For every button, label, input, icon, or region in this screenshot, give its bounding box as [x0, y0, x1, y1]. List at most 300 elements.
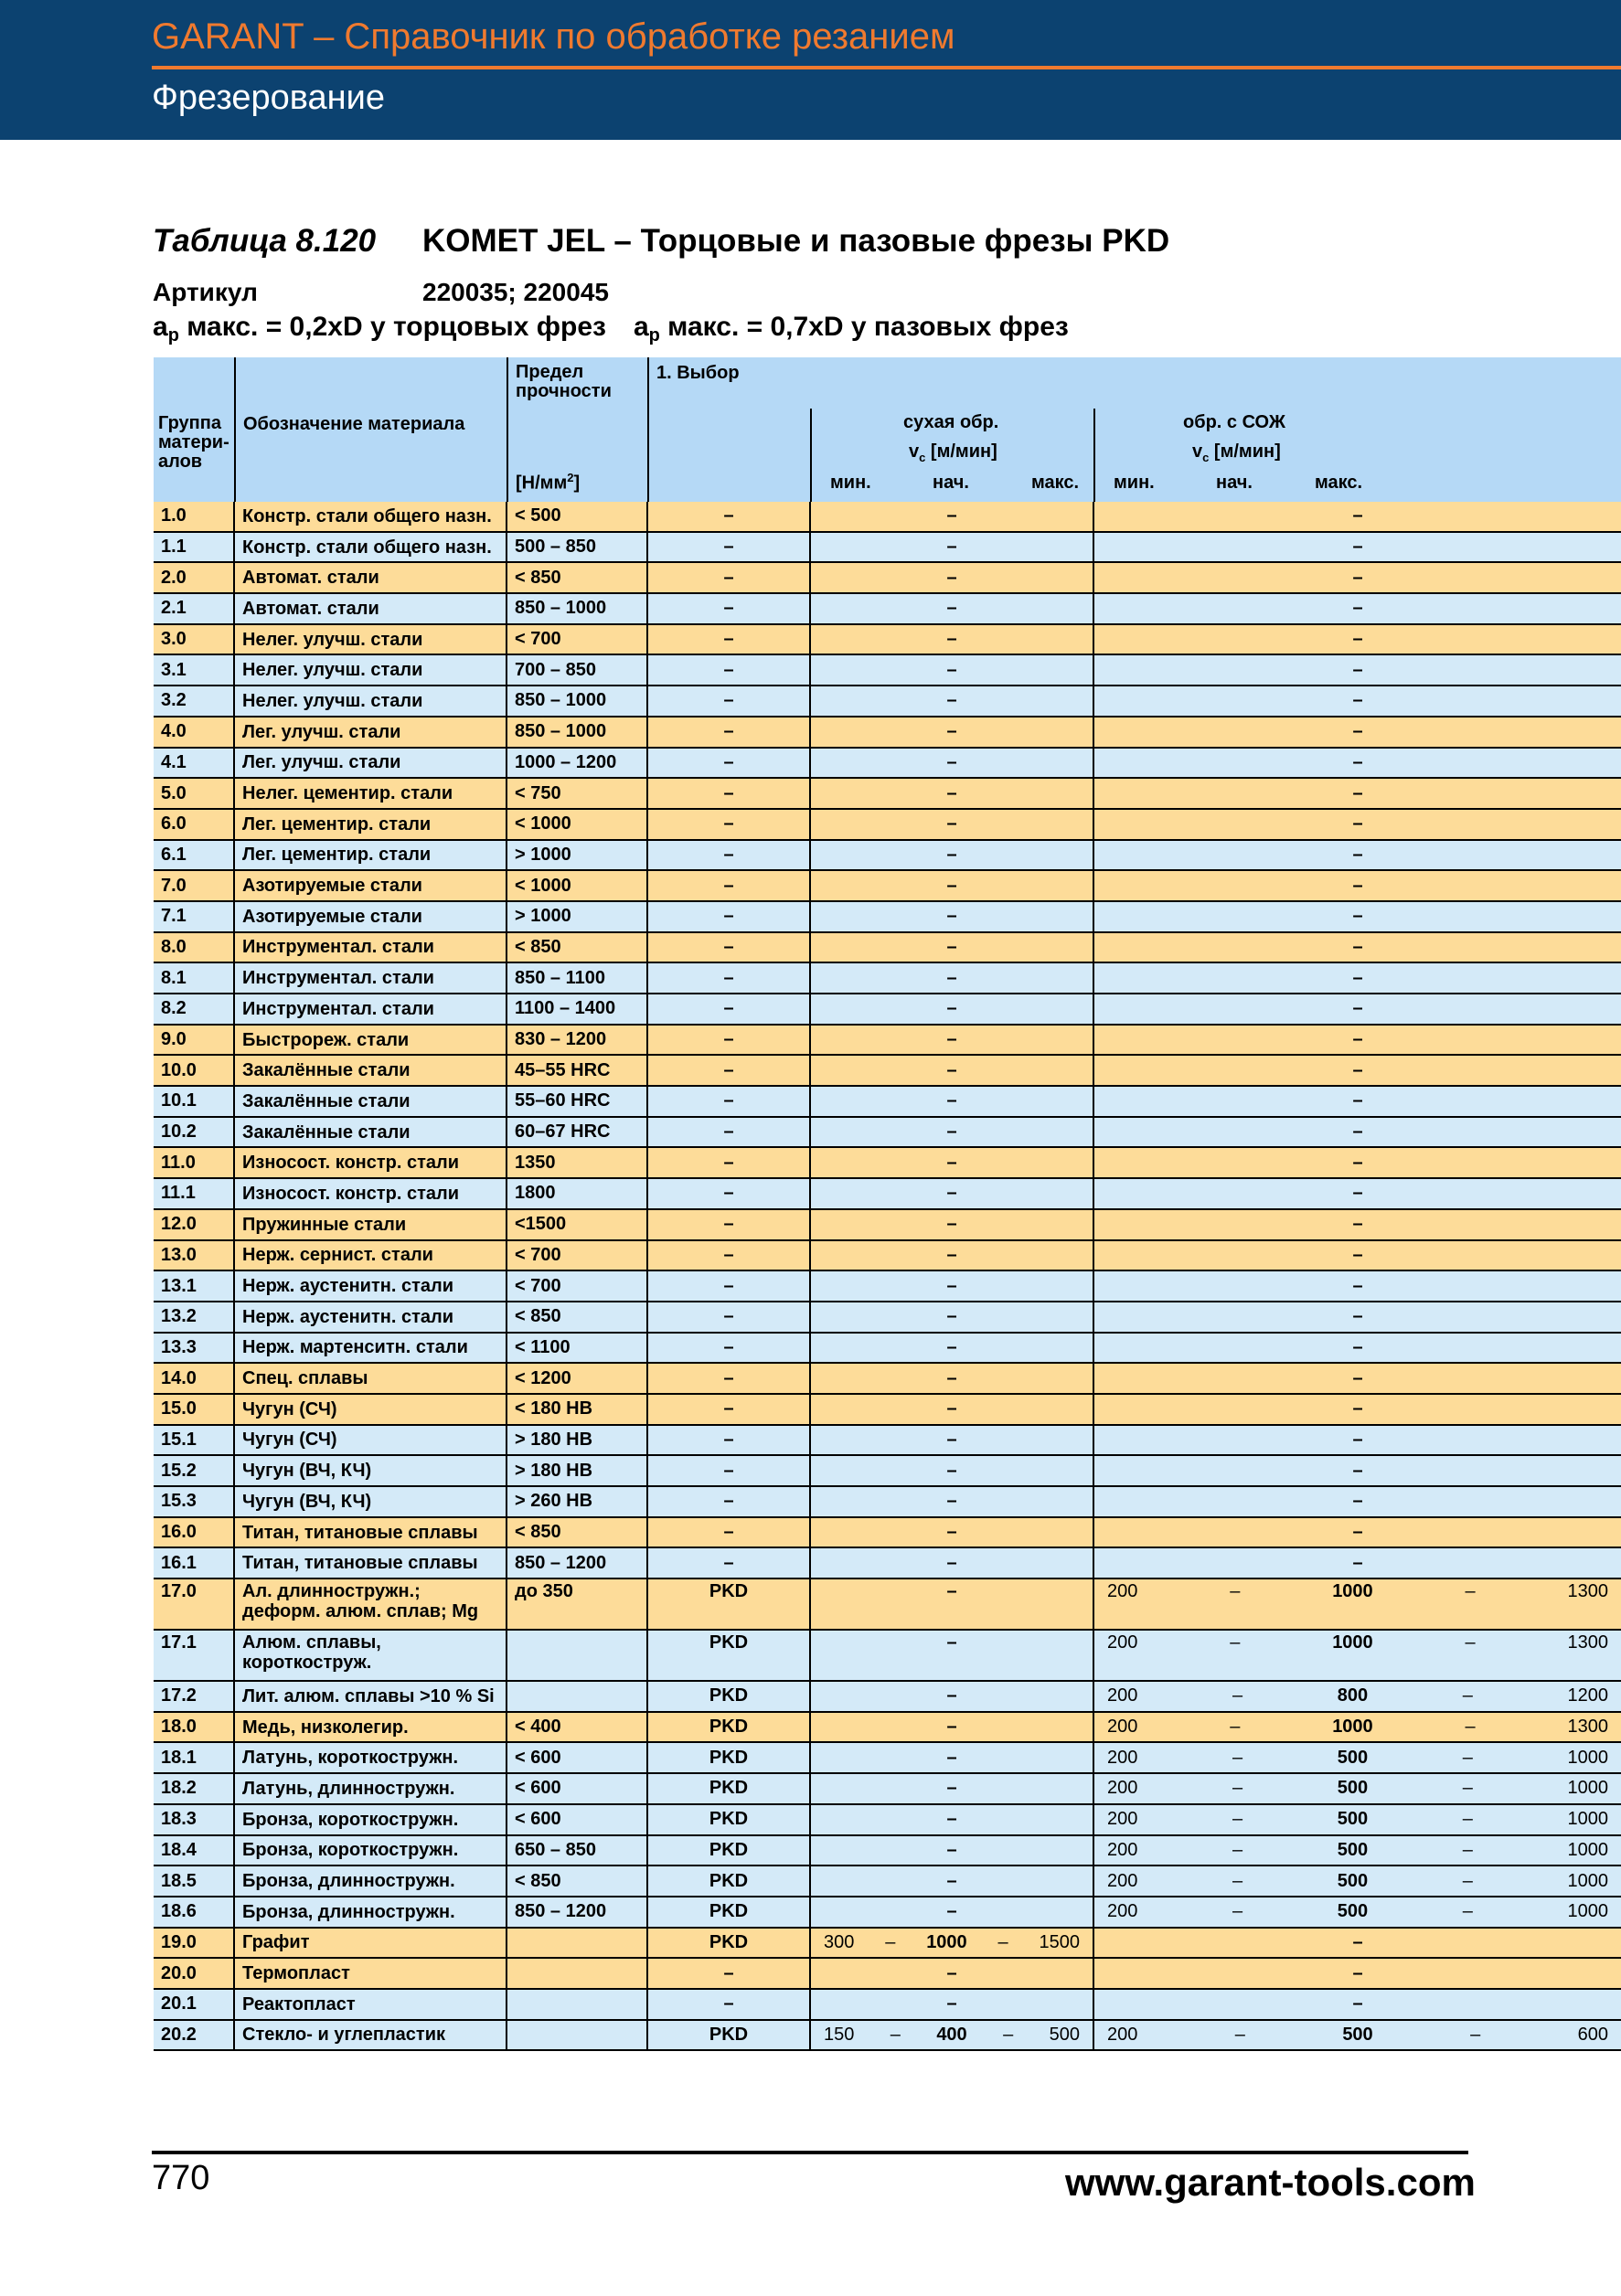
coolant-speed — [1093, 778, 1621, 809]
no-data-dash: – — [1352, 1306, 1363, 1327]
ap-symbol: a — [633, 312, 649, 342]
table-row — [154, 1835, 1621, 1866]
table-row — [154, 1804, 1621, 1835]
no-data-dash: – — [946, 629, 957, 650]
material-name — [234, 1117, 507, 1148]
tool-choice: – — [647, 932, 810, 963]
tool-choice: – — [647, 1486, 810, 1517]
tool-choice: – — [647, 1363, 810, 1394]
no-data-dash: – — [1352, 1059, 1363, 1080]
material-name — [234, 1209, 507, 1240]
material-name — [234, 654, 507, 686]
range-dash: – — [1230, 1632, 1241, 1653]
tool-choice: PKD — [647, 1928, 810, 1959]
table-row — [154, 1486, 1621, 1517]
material-name — [234, 1835, 507, 1866]
dry-speed — [810, 1958, 1093, 1989]
no-data-dash: – — [946, 1460, 957, 1481]
table-row — [154, 1897, 1621, 1928]
tensile-strength: > 260 HB — [507, 1486, 647, 1517]
speed-nom: 1000 — [1332, 1581, 1373, 1602]
range-dash: – — [890, 2024, 901, 2045]
table-row — [154, 1928, 1621, 1959]
coolant-speed — [1093, 1804, 1621, 1835]
range-dash: – — [1232, 1778, 1243, 1799]
tool-choice: – — [647, 717, 810, 748]
tool-choice: – — [647, 1547, 810, 1578]
tensile-strength: < 1100 — [507, 1333, 647, 1364]
range-dash: – — [1462, 1809, 1473, 1830]
article-label: Артикул — [153, 278, 258, 306]
material-group: 6.1 — [154, 840, 234, 871]
tensile-strength — [507, 2020, 647, 2051]
header-strength: Предел прочности — [516, 362, 612, 401]
material-name-line: Автомат. стали — [242, 568, 379, 589]
tool-choice: – — [647, 654, 810, 686]
coolant-speed — [1093, 1333, 1621, 1364]
material-group: 13.3 — [154, 1333, 234, 1364]
coolant-speed — [1093, 1425, 1621, 1456]
speed-max: 1300 — [1567, 1632, 1608, 1653]
table-row — [154, 1866, 1621, 1897]
coolant-speed — [1093, 1055, 1621, 1086]
dry-speed — [810, 1270, 1093, 1302]
coolant-speed — [1093, 1958, 1621, 1989]
tool-choice: – — [647, 1270, 810, 1302]
material-name-line: Инструментал. стали — [242, 937, 434, 958]
table-row — [154, 654, 1621, 686]
material-name — [234, 1928, 507, 1959]
material-name-line: Чугун (СЧ) — [242, 1430, 337, 1451]
tool-choice: – — [647, 1394, 810, 1425]
no-data-dash: – — [946, 1429, 957, 1450]
speed-range — [1094, 1685, 1621, 1706]
no-data-dash: – — [946, 1491, 957, 1512]
dry-speed — [810, 778, 1093, 809]
no-data-dash: – — [1352, 567, 1363, 588]
header-banner — [0, 0, 1621, 140]
dry-speed — [810, 1333, 1093, 1364]
table-row — [154, 593, 1621, 624]
dry-speed — [810, 562, 1093, 593]
speed-max: 1300 — [1567, 1581, 1608, 1602]
material-name-line: Чугун (СЧ) — [242, 1398, 337, 1419]
material-name-line: Бронза, длинностружн. — [242, 1901, 455, 1922]
coolant-speed — [1093, 1363, 1621, 1394]
range-dash: – — [1003, 2024, 1014, 2045]
material-group: 11.0 — [154, 1147, 234, 1178]
material-name — [234, 1630, 507, 1681]
no-data-dash: – — [946, 567, 957, 588]
no-data-dash: – — [1352, 844, 1363, 865]
material-group: 8.2 — [154, 994, 234, 1025]
coolant-speed — [1093, 994, 1621, 1025]
tool-choice: – — [647, 1147, 810, 1178]
no-data-dash: – — [1352, 875, 1363, 896]
table-row — [154, 1363, 1621, 1394]
material-group: 13.1 — [154, 1270, 234, 1302]
material-name — [234, 1989, 507, 2020]
no-data-dash: – — [1352, 1275, 1363, 1296]
table-row — [154, 1517, 1621, 1548]
tool-choice: PKD — [647, 1773, 810, 1804]
tensile-strength: < 700 — [507, 1270, 647, 1302]
no-data-dash: – — [946, 1275, 957, 1296]
ap-face-mill: макс. = 0,2xD у торцовых фрез — [178, 312, 606, 342]
material-name-line: Латунь, короткостружн. — [242, 1748, 459, 1769]
material-group: 11.1 — [154, 1178, 234, 1209]
table-row — [154, 1773, 1621, 1804]
no-data-dash: – — [1352, 1931, 1363, 1952]
header-divider — [152, 66, 1621, 69]
range-dash: – — [1232, 1839, 1243, 1860]
material-group: 7.1 — [154, 901, 234, 932]
material-name-line: Лег. цементир. стали — [242, 845, 432, 866]
material-name — [234, 1363, 507, 1394]
coolant-speed — [1093, 1897, 1621, 1928]
dry-speed — [810, 1835, 1093, 1866]
material-group: 4.0 — [154, 717, 234, 748]
range-dash: – — [1230, 1717, 1241, 1738]
coolant-speed — [1093, 624, 1621, 655]
tensile-strength: 850 – 1200 — [507, 1547, 647, 1578]
material-name — [234, 1147, 507, 1178]
no-data-dash: – — [946, 1581, 957, 1602]
table-row — [154, 962, 1621, 994]
coolant-speed — [1093, 1989, 1621, 2020]
tensile-strength: > 1000 — [507, 840, 647, 871]
material-group: 17.0 — [154, 1578, 234, 1630]
tool-choice: – — [647, 1055, 810, 1086]
material-name-line: Нерж. аустенитн. стали — [242, 1276, 454, 1297]
speed-min: 200 — [1107, 1870, 1138, 1891]
coolant-speed — [1093, 1486, 1621, 1517]
table-row — [154, 778, 1621, 809]
material-group: 2.1 — [154, 593, 234, 624]
material-group: 15.3 — [154, 1486, 234, 1517]
material-group: 18.3 — [154, 1804, 234, 1835]
no-data-dash: – — [946, 1059, 957, 1080]
dry-speed — [810, 593, 1093, 624]
material-name — [234, 1425, 507, 1456]
material-name — [234, 624, 507, 655]
no-data-dash: – — [1352, 1367, 1363, 1388]
speed-min: 150 — [824, 2024, 855, 2045]
material-name — [234, 2020, 507, 2051]
no-data-dash: – — [946, 1398, 957, 1419]
no-data-dash: – — [946, 1717, 957, 1738]
no-data-dash: – — [1352, 1460, 1363, 1481]
coolant-speed — [1093, 1178, 1621, 1209]
no-data-dash: – — [946, 1244, 957, 1265]
speed-max: 1000 — [1567, 1839, 1608, 1860]
no-data-dash: – — [1352, 813, 1363, 834]
material-name — [234, 778, 507, 809]
table-row — [154, 1333, 1621, 1364]
tool-choice: – — [647, 1117, 810, 1148]
range-dash: – — [1465, 1717, 1476, 1738]
material-name — [234, 870, 507, 901]
coolant-speed — [1093, 1240, 1621, 1271]
material-name — [234, 1547, 507, 1578]
range-dash: – — [1232, 1901, 1243, 1922]
material-name — [234, 748, 507, 779]
coolant-speed — [1093, 1086, 1621, 1117]
header-dry-min: мин. — [830, 473, 871, 493]
speed-nom: 800 — [1337, 1685, 1369, 1706]
material-name — [234, 1240, 507, 1271]
dry-speed — [810, 994, 1093, 1025]
no-data-dash: – — [1352, 1552, 1363, 1573]
table-row — [154, 1425, 1621, 1456]
material-name-line: Алюм. сплавы, — [242, 1632, 381, 1653]
material-name-line: Бронза, короткостружн. — [242, 1840, 459, 1861]
material-name-line: деформ. алюм. сплав; Mg — [242, 1601, 479, 1622]
material-group: 20.1 — [154, 1989, 234, 2020]
no-data-dash: – — [946, 1778, 957, 1799]
material-name-line: Нерж. аустенитн. стали — [242, 1306, 454, 1327]
material-group: 8.0 — [154, 932, 234, 963]
range-dash: – — [1462, 1747, 1473, 1768]
no-data-dash: – — [1352, 1152, 1363, 1173]
book-title: GARANT – Справочник по обработке резанием — [152, 16, 955, 57]
tensile-strength: 850 – 1200 — [507, 1897, 647, 1928]
range-dash: – — [1234, 2024, 1245, 2045]
material-name-line: Пружинные стали — [242, 1214, 407, 1235]
range-dash: – — [1232, 1809, 1243, 1830]
tensile-strength — [507, 1928, 647, 1959]
no-data-dash: – — [946, 1121, 957, 1143]
table-row — [154, 840, 1621, 871]
coolant-speed — [1093, 809, 1621, 840]
tool-choice: – — [647, 840, 810, 871]
dry-speed — [810, 901, 1093, 932]
tool-choice: – — [647, 1517, 810, 1548]
tool-choice: – — [647, 809, 810, 840]
tool-choice: – — [647, 901, 810, 932]
dry-speed — [810, 809, 1093, 840]
tensile-strength — [507, 1958, 647, 1989]
dry-speed — [810, 2020, 1093, 2051]
speed-range — [1094, 1581, 1621, 1602]
ap-slot-mill: макс. = 0,7xD у пазовых фрез — [659, 312, 1069, 342]
no-data-dash: – — [1352, 1429, 1363, 1450]
coolant-speed — [1093, 1394, 1621, 1425]
coolant-speed — [1093, 2020, 1621, 2051]
tool-choice: – — [647, 624, 810, 655]
no-data-dash: – — [946, 998, 957, 1019]
table-row — [154, 502, 1621, 532]
range-dash: – — [1230, 1581, 1241, 1602]
no-data-dash: – — [946, 967, 957, 988]
material-name — [234, 562, 507, 593]
tool-choice: PKD — [647, 1866, 810, 1897]
material-name-line: Нелег. улучш. стали — [242, 690, 423, 711]
speed-nom: 1000 — [926, 1931, 967, 1952]
no-data-dash: – — [946, 1029, 957, 1050]
no-data-dash: – — [1352, 598, 1363, 619]
tool-choice: PKD — [647, 1712, 810, 1743]
no-data-dash: – — [946, 1870, 957, 1891]
tool-choice: – — [647, 1455, 810, 1486]
tool-choice: – — [647, 1958, 810, 1989]
range-dash: – — [1232, 1747, 1243, 1768]
speed-min: 200 — [1107, 1581, 1138, 1602]
no-data-dash: – — [1352, 906, 1363, 927]
tool-choice: – — [647, 593, 810, 624]
coolant-speed — [1093, 654, 1621, 686]
no-data-dash: – — [946, 936, 957, 957]
material-name — [234, 809, 507, 840]
speed-max: 1000 — [1567, 1809, 1608, 1830]
speed-range — [1094, 1632, 1621, 1653]
speed-min: 200 — [1107, 1685, 1138, 1706]
material-name — [234, 1394, 507, 1425]
material-name-line: Медь, низколегир. — [242, 1717, 409, 1738]
tool-choice: – — [647, 1240, 810, 1271]
material-name-line: Нелег. улучш. стали — [242, 660, 423, 681]
tensile-strength — [507, 1630, 647, 1681]
table-row — [154, 1117, 1621, 1148]
tool-choice: PKD — [647, 1742, 810, 1773]
footer-rule — [152, 2151, 1468, 2154]
speed-max: 1000 — [1567, 1870, 1608, 1891]
no-data-dash: – — [946, 690, 957, 711]
dry-speed — [810, 1394, 1093, 1425]
material-group: 18.5 — [154, 1866, 234, 1897]
material-group: 6.0 — [154, 809, 234, 840]
material-name-line: Ал. длинностружн.; — [242, 1581, 421, 1602]
dry-speed — [810, 1486, 1093, 1517]
tool-choice: – — [647, 502, 810, 532]
table-row — [154, 1025, 1621, 1056]
dry-speed — [810, 1147, 1093, 1178]
no-data-dash: – — [1352, 1029, 1363, 1050]
no-data-dash: – — [1352, 1214, 1363, 1235]
material-name — [234, 1958, 507, 1989]
material-name-line: Закалённые стали — [242, 1090, 411, 1111]
tool-choice: – — [647, 1086, 810, 1117]
coolant-speed — [1093, 532, 1621, 563]
coolant-speed — [1093, 840, 1621, 871]
material-group: 14.0 — [154, 1363, 234, 1394]
material-group: 3.2 — [154, 686, 234, 717]
range-dash: – — [1232, 1870, 1243, 1891]
header-group: Группа матери- алов — [158, 413, 229, 472]
speed-min: 200 — [1107, 1839, 1138, 1860]
no-data-dash: – — [1352, 751, 1363, 772]
dry-speed — [810, 502, 1093, 532]
dry-speed — [810, 717, 1093, 748]
coolant-speed — [1093, 901, 1621, 932]
tensile-strength: до 350 — [507, 1578, 647, 1630]
page-number: 770 — [152, 2159, 210, 2197]
no-data-dash: – — [1352, 1522, 1363, 1543]
coolant-speed — [1093, 1209, 1621, 1240]
material-group: 3.0 — [154, 624, 234, 655]
material-name-line: Латунь, длинностружн. — [242, 1778, 455, 1799]
material-name — [234, 962, 507, 994]
speed-range — [1094, 1901, 1621, 1922]
cutting-data-table — [154, 502, 1621, 2051]
material-name-line: Констр. стали общего назн. — [242, 505, 492, 526]
tool-choice: PKD — [647, 1578, 810, 1630]
tensile-strength — [507, 1989, 647, 2020]
tensile-strength: < 1000 — [507, 809, 647, 840]
dry-speed — [810, 1363, 1093, 1394]
table-row — [154, 1630, 1621, 1681]
tensile-strength: < 600 — [507, 1804, 647, 1835]
tool-choice: – — [647, 962, 810, 994]
material-name-line: Чугун (ВЧ, КЧ) — [242, 1461, 372, 1482]
ap-line — [153, 312, 1069, 346]
material-group: 7.0 — [154, 870, 234, 901]
material-name-line: Закалённые стали — [242, 1060, 411, 1081]
no-data-dash: – — [946, 505, 957, 526]
tensile-strength: 1800 — [507, 1178, 647, 1209]
table-row — [154, 1209, 1621, 1240]
header-dry: сухая обр. — [903, 412, 999, 432]
no-data-dash: – — [1352, 936, 1363, 957]
no-data-dash: – — [946, 1367, 957, 1388]
coolant-speed — [1093, 1928, 1621, 1959]
tool-choice: – — [647, 1989, 810, 2020]
material-name-line: Инструментал. стали — [242, 998, 434, 1019]
dry-speed — [810, 1928, 1093, 1959]
dry-speed — [810, 932, 1093, 963]
no-data-dash: – — [946, 1839, 957, 1860]
article-value: 220035; 220045 — [422, 278, 609, 306]
speed-nom: 500 — [1337, 1778, 1369, 1799]
material-name-line: Титан, титановые сплавы — [242, 1553, 478, 1574]
dry-speed — [810, 1240, 1093, 1271]
coolant-speed — [1093, 502, 1621, 532]
dry-speed — [810, 1773, 1093, 1804]
speed-max: 1000 — [1567, 1901, 1608, 1922]
tensile-strength: 45–55 HRC — [507, 1055, 647, 1086]
dry-speed — [810, 748, 1093, 779]
material-group: 20.0 — [154, 1958, 234, 1989]
dry-speed — [810, 1866, 1093, 1897]
article-line — [153, 278, 609, 307]
material-name-line: Спец. сплавы — [242, 1368, 368, 1389]
material-group: 15.2 — [154, 1455, 234, 1486]
material-group: 16.0 — [154, 1517, 234, 1548]
material-name-line: Нелег. улучш. стали — [242, 629, 423, 650]
material-name — [234, 1302, 507, 1333]
no-data-dash: – — [946, 721, 957, 742]
table-row — [154, 624, 1621, 655]
dry-speed — [810, 1025, 1093, 1056]
material-name-line: Нерж. мартенситн. стали — [242, 1337, 468, 1358]
coolant-speed — [1093, 1517, 1621, 1548]
speed-nom: 500 — [1337, 1901, 1369, 1922]
material-group: 10.1 — [154, 1086, 234, 1117]
speed-range — [1094, 1809, 1621, 1830]
material-group: 16.1 — [154, 1547, 234, 1578]
tensile-strength: > 180 HB — [507, 1425, 647, 1456]
header-dry-unit: $v_c$ [м/мин] — [909, 441, 997, 464]
no-data-dash: – — [1352, 782, 1363, 803]
no-data-dash: – — [1352, 1244, 1363, 1265]
no-data-dash: – — [946, 598, 957, 619]
speed-range — [1094, 1840, 1621, 1861]
tool-choice: – — [647, 532, 810, 563]
speed-range — [1094, 1871, 1621, 1892]
dry-speed — [810, 1712, 1093, 1743]
speed-max: 500 — [1049, 2024, 1080, 2045]
tool-choice: PKD — [647, 1804, 810, 1835]
